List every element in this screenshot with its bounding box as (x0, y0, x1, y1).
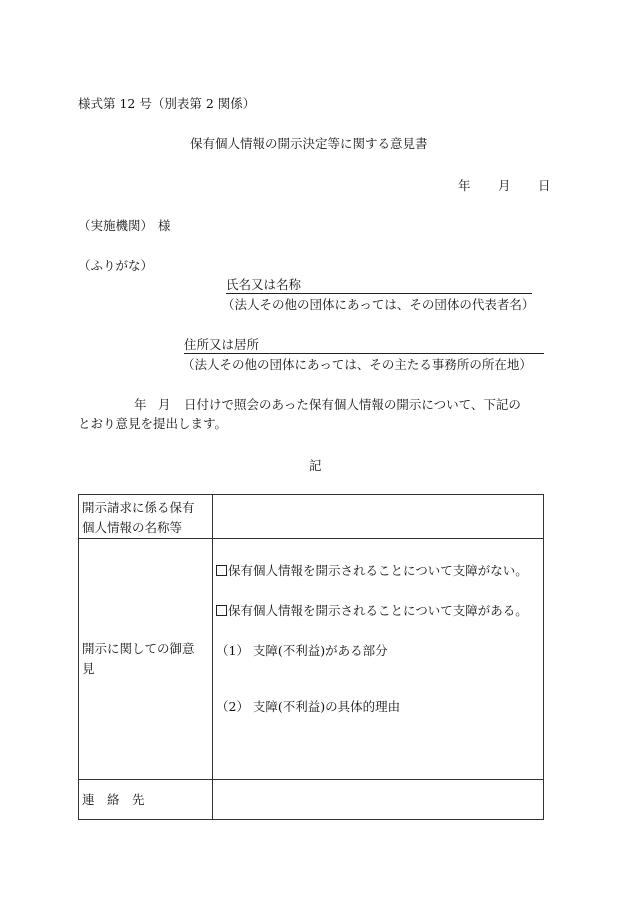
ki-heading: 記 (309, 458, 322, 473)
address-note: （法人その他の団体にあっては、その主たる事務所の所在地） (182, 357, 532, 372)
body-line1-rest: 日付けで照会のあった保有個人情報の開示について、下記の (184, 397, 521, 412)
body-month: 月 (158, 397, 171, 412)
furigana-label: （ふりがな） (78, 258, 154, 273)
checkbox-icon[interactable] (216, 605, 227, 616)
table-row-opinion (79, 539, 544, 780)
form-number: 様式第 12 号（別表第 2 関係） (78, 96, 256, 111)
body-line2: とおり意見を提出します。 (78, 416, 228, 431)
opinion-table (78, 494, 544, 820)
agency-label: （実施機関） (78, 218, 154, 233)
contact-label: 連 絡 先 (82, 791, 145, 807)
opinion-label-cell (79, 539, 213, 780)
info-name-label-line1: 開示請求に係る保有 (82, 500, 195, 515)
name-label: 氏名又は名称 (226, 277, 302, 292)
option-no-problem[interactable] (216, 561, 528, 579)
problem-part-item: （1） 支障(不利益)がある部分 (216, 643, 388, 658)
date-day-label: 日 (538, 178, 551, 193)
opinion-label-line1: 開示に関しての御意 (82, 641, 195, 656)
checkbox-icon[interactable] (216, 565, 227, 576)
info-name-label-cell (79, 495, 213, 539)
opinion-value-cell (213, 539, 544, 780)
honorific-label: 様 (158, 218, 171, 233)
table-row-info-name (79, 495, 544, 539)
opinion-label-line2: 見 (82, 661, 95, 676)
contact-label-cell (79, 780, 213, 820)
contact-value-cell[interactable] (213, 780, 544, 820)
table-row-contact (79, 780, 544, 820)
option-problem[interactable] (216, 601, 528, 619)
address-label: 住所又は居所 (184, 337, 260, 352)
body-year: 年 (134, 397, 147, 412)
date-year-label: 年 (458, 178, 471, 193)
problem-reason-item: （2） 支障(不利益)の具体的理由 (216, 699, 401, 714)
document-title: 保有個人情報の開示決定等に関する意見書 (190, 136, 428, 151)
address-underline (184, 353, 544, 354)
option-no-problem-text: 保有個人情報を開示されることについて支障がない。 (228, 563, 528, 578)
option-problem-text: 保有個人情報を開示されることについて支障がある。 (228, 603, 528, 618)
info-name-value-cell[interactable] (213, 495, 544, 539)
info-name-label-line2: 個人情報の名称等 (82, 520, 183, 535)
date-month-label: 月 (498, 178, 511, 193)
name-note: （法人その他の団体にあっては、その団体の代表者名） (222, 297, 535, 312)
name-underline (226, 293, 532, 294)
